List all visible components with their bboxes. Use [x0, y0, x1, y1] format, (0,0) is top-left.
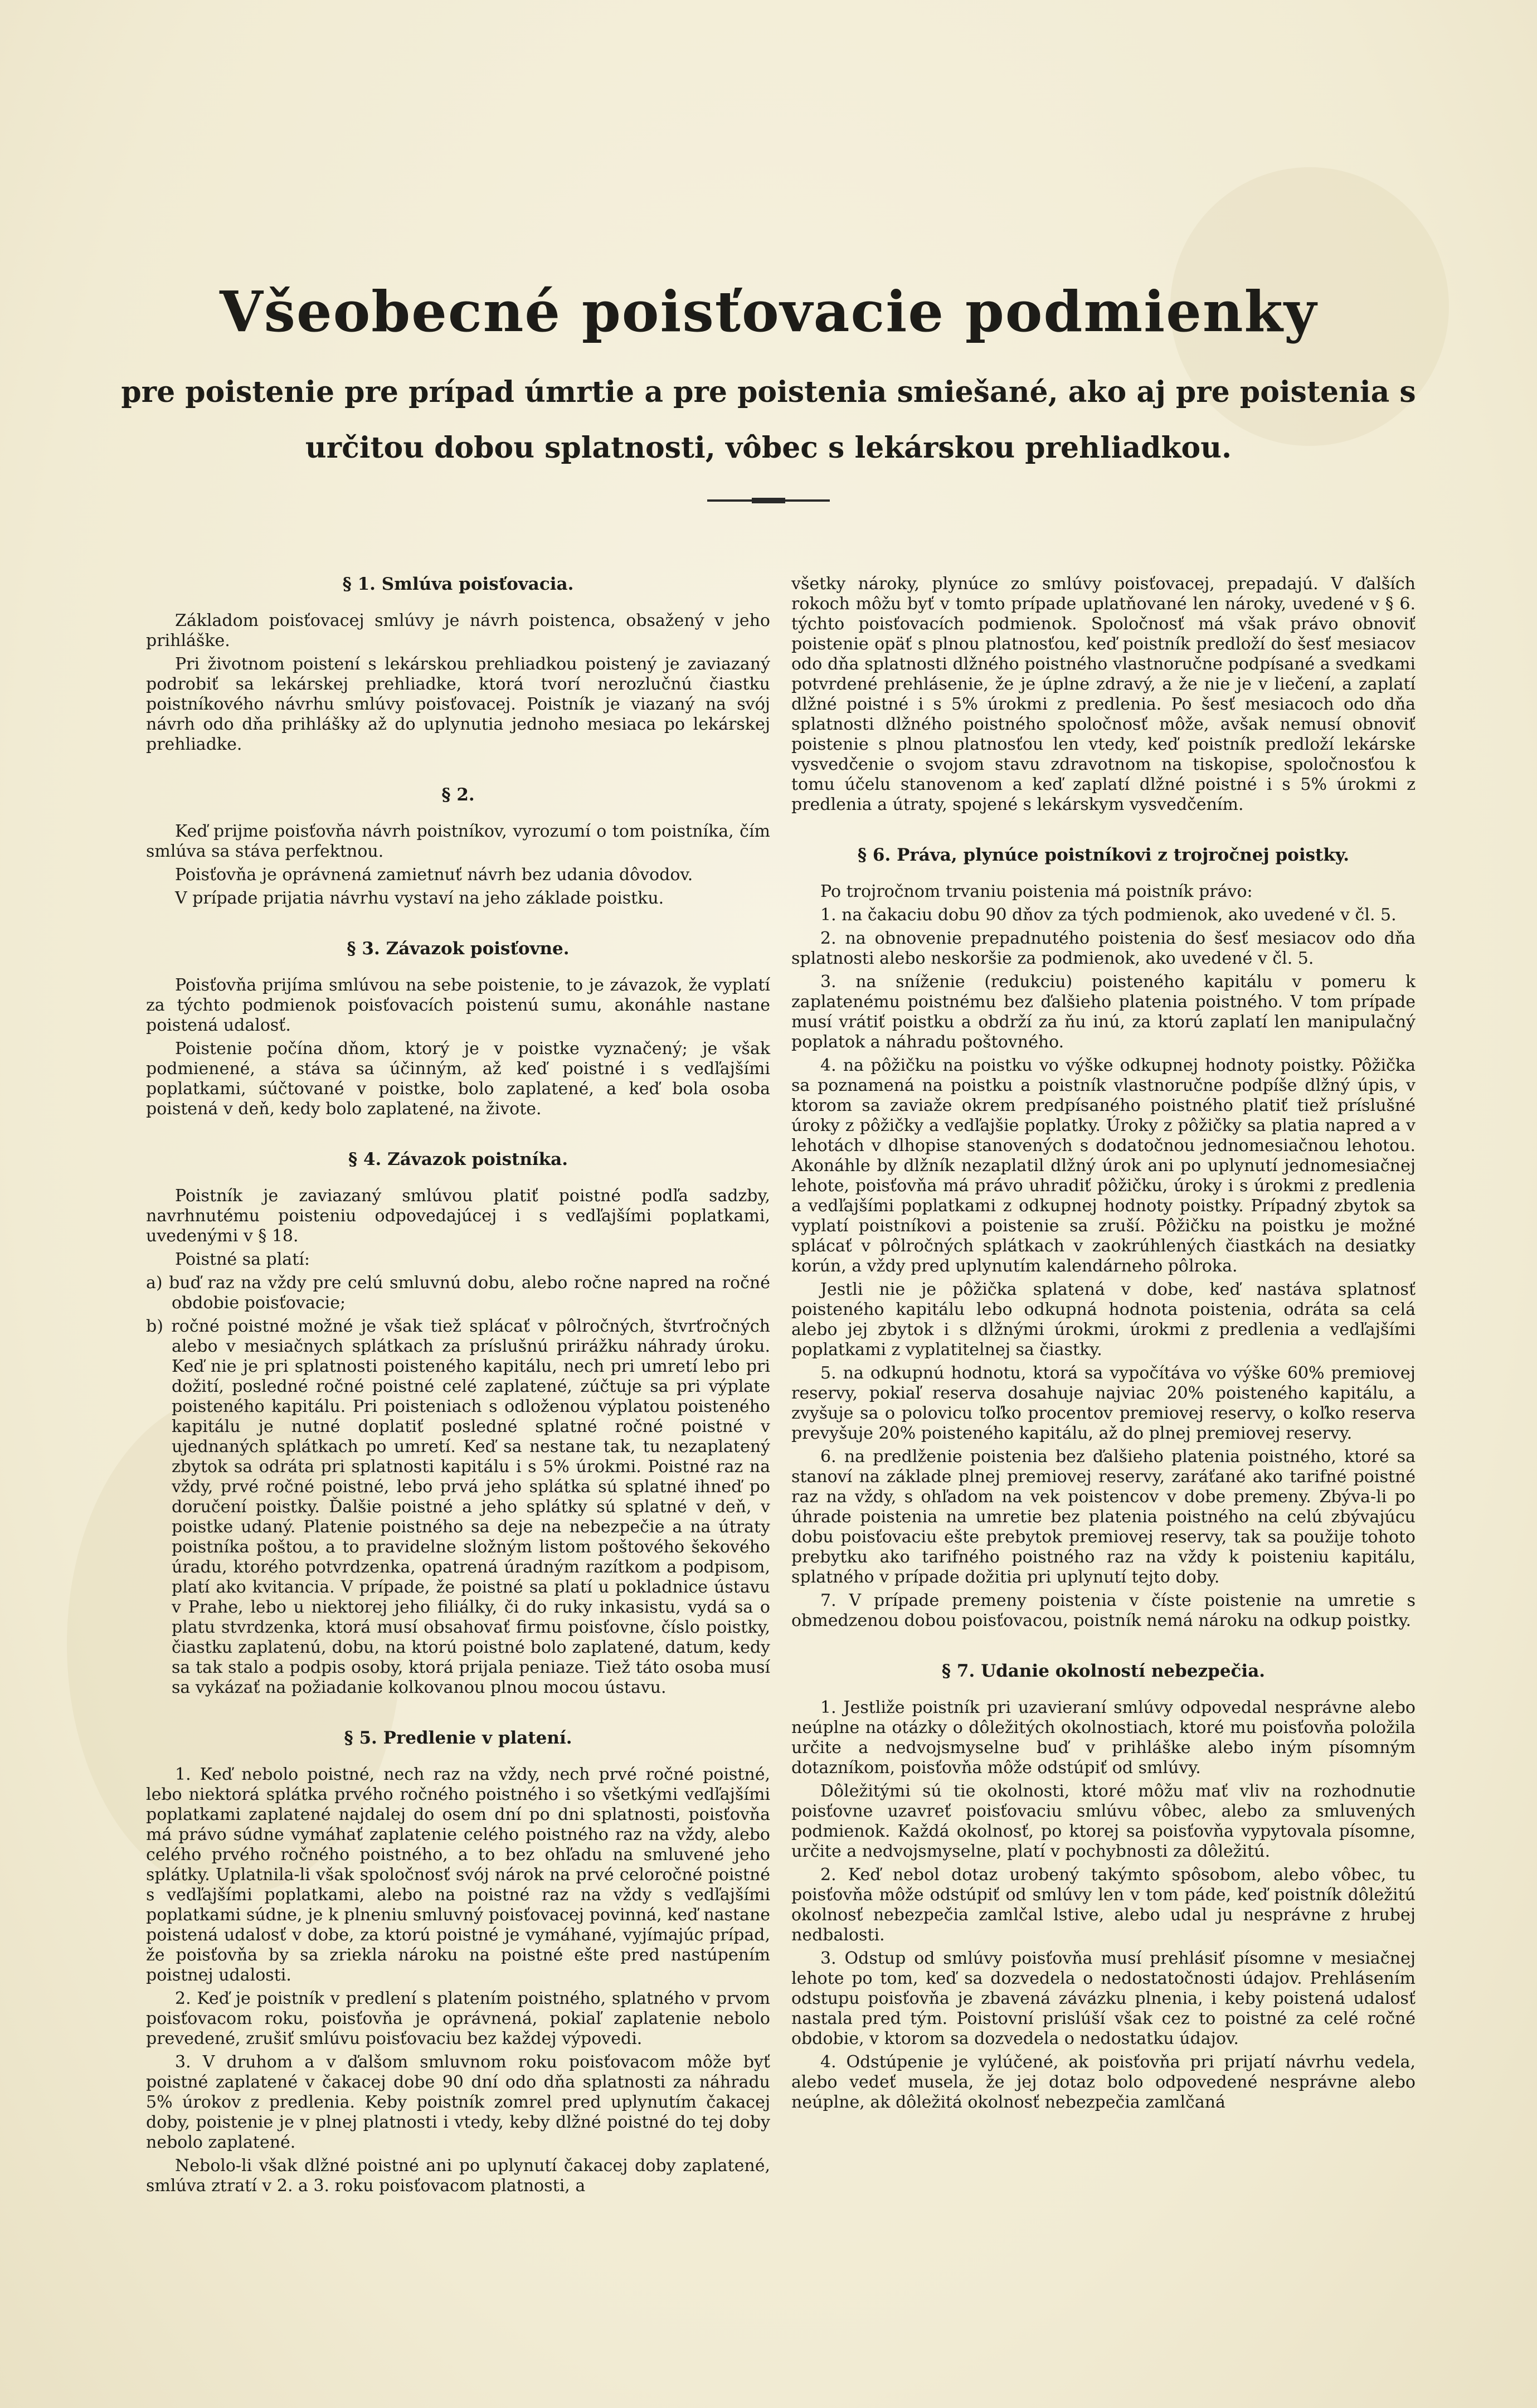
- document-header: [0, 279, 1537, 476]
- document-title: Všeobecné poisťovacie podmienky: [220, 279, 1317, 344]
- paragraph: 1. na čakaciu dobu 90 dňov za tých podmienok, ako uvedené v čl. 5.: [820, 905, 1397, 925]
- paragraph: 5. na odkupnú hodnotu, ktorá sa vypočítáva vo výške 60% premiovej reservy, pokiaľ reserva dosahuje najviac 20% poisteného kapitálu, a zvyšuje sa o polovicu toľko procentov premiovej reservy, o koľko reserva prevyšuje 20% poisteného kapitálu, až do plnej premiovej reservy.: [791, 1363, 1416, 1443]
- paragraph: Základom poisťovacej smlúvy je návrh poistenca, obsažený v jeho prihláške.: [146, 611, 770, 650]
- paragraph: 1. Jestliže poistník pri uzavieraní smlúvy odpovedal nesprávne alebo neúplne na otázky o dôležitých okolnostiach, ktoré mu poisťovňa položila určite a nedvojsmyselne buď v prihláške alebo iným písomným dotazníkom, poisťovňa môže odstúpiť od smlúvy.: [791, 1698, 1416, 1778]
- paragraph: 3. V druhom a v ďalšom smluvnom roku poisťovacom môže byť poistné zaplatené v čakacej dobe 90 dní odo dňa splatnosti za náhradu 5% úrokov z predlenia. Keby poistník zomrel pred uplynutím čakacej doby, poistenie je v plnej platnosti i vtedy, keby dlžné poistné do tej doby nebolo zaplatené.: [146, 2052, 770, 2152]
- paragraph: 6. na predlženie poistenia bez ďalšieho platenia poistného, ktoré sa stanoví na základe plnej premiovej reservy, zaráťané ako tarifné poistné raz na vždy, s ohľadom na vek poistencov v dobe premeny. Zbýva-li po úhrade poistenia na umretie bez platenia poistného na celú zbývajúcu dobu poisťovaciu ešte prebytok premiovej reservy, tak sa použije tohoto prebytku ako tarifného poistného raz na vždy k poisteniu kapitálu, splatného v prípade dožitia pri uplynutí tejto doby.: [791, 1447, 1416, 1587]
- paragraph: V prípade prijatia návrhu vystaví na jeho základe poistku.: [175, 889, 664, 908]
- paragraph: Poistné sa platí:: [175, 1250, 310, 1269]
- section-heading: § 1. Smlúva poisťovacia.: [342, 574, 574, 594]
- paragraph: Keď prijme poisťovňa návrh poistníkov, vyrozumí o tom poistníka, čím smlúva sa stáva perfektnou.: [146, 822, 770, 861]
- document-subtitle: pre poistenie pre prípad úmrtie a pre poistenia smiešané, ako aj pre poistenia s určitou dobou splatnosti, vôbec s lekárskou prehliadkou.: [121, 375, 1416, 465]
- paragraph: Jestli nie je pôžička splatená v dobe, keď nastáva splatnosť poisteného kapitálu lebo odkupná hodnota poistenia, odráta sa celá alebo jej zbytok i s dlžnými úrokmi, úrokmi z predlenia a vedľajšími poplatkami z vyplatitelnej sa čiastky.: [791, 1280, 1416, 1360]
- paragraph: 7. V prípade premeny poistenia v číste poistenie na umretie s obmedzenou dobou poisťovacou, poistník nemá nároku na odkup poistky.: [791, 1591, 1416, 1630]
- paragraph: Poisťovňa prijíma smlúvou na sebe poistenie, to je závazok, že vyplatí za týchto podmienok poisťovacích poistenú sumu, akonáhle nastane poistená udalosť.: [146, 975, 770, 1035]
- paragraph: Pri životnom poistení s lekárskou prehliadkou poistený je zaviazaný podrobiť sa lekárskej prehliadke, ktorá tvorí nerozlučnú čiastku poistníkového návrhu smlúvy poisťovacej. Poistník je viazaný na svój návrh odo dňa prihlášky až do uplynutia jednoho mesiaca po lekárskej prehliadke.: [146, 654, 770, 754]
- paragraph: a) buď raz na vždy pre celú smluvnú dobu, alebo ročne napred na ročné obdobie poisťovacie;: [146, 1273, 770, 1313]
- paragraph: 4. Odstúpenie je vylúčené, ak poisťovňa pri prijatí návrhu vedela, alebo vedeť musela, že jej dotaz bolo odpovedené nesprávne alebo neúplne, ak dôležitá okolnosť nebezpečia zamlčaná: [791, 2052, 1416, 2112]
- paragraph: Nebolo-li však dlžné poistné ani po uplynutí čakacej doby zaplatené, smlúva ztratí v 2. a 3. roku poisťovacom platnosti, a: [146, 2156, 770, 2196]
- paragraph: Po trojročnom trvaniu poistenia má poistník právo:: [820, 882, 1253, 901]
- left-column: [146, 574, 770, 2200]
- paragraph: Poistník je zaviazaný smlúvou platiť poistné podľa sadzby, navrhnutému poisteniu odpovedajúcej i s vedľajšími poplatkami, uvedenými v § 18.: [146, 1186, 770, 1246]
- paragraph: všetky nároky, plynúce zo smlúvy poisťovacej, prepadajú. V ďalších rokoch môžu byť v tomto prípade uplatňované len nároky, uvedené v § 6. týchto poisťovacích podmienok. Spoločnosť má však právo obnoviť poistenie opäť s plnou platnosťou, keď poistník predloží do šesť mesiacov odo dňa splatnosti dlžného poistného vlastnoručne podpísané a svedkami potvrdené prehlásenie, že je úplne zdravý, a že nie je v liečení, a zaplatí dlžné poistné i s 5% úrokmi z predlenia. Po šesť mesiacoch odo dňa splatnosti dlžného poistného spoločnosť môže, avšak nemusí obnoviť poistenie s plnou platnosťou len vtedy, keď poistník predloží lekárske vysvedčenie o svojom stavu zdravotnom na tiskopise, spoločnosťou k tomu účelu stanovenom a keď zaplatí dlžné poistné i s 5% úrokmi z predlenia a útraty, spojené s lekárskym vysvedčením.: [791, 574, 1416, 814]
- section-heading: § 6. Práva, plynúce poistníkovi z trojročnej poistky.: [857, 845, 1350, 865]
- paragraph: Poistenie počína dňom, ktorý je v poistke vyznačený; je však podmienené, a stáva sa účinným, až keď poistné i s vedľajšími poplatkami, súčtované v poistke, bolo zaplatené, a keď bola osoba poistená v deň, kedy bolo zaplatené, na živote.: [146, 1039, 770, 1119]
- section-heading: § 2.: [441, 785, 475, 805]
- paragraph: 1. Keď nebolo poistné, nech raz na vždy, nech prvé ročné poistné, lebo niektorá splátka prvého ročného poistného i so všetkými vedľajšími poplatkami zaplatené najdalej do osem dní po dni splatnosti, poisťovňa má právo súdne vymáhať zaplatenie celého poistného raz na vždy, alebo celého prvého ročného poistného, a to bez ohľadu na smluvené jeho splátky. Uplatnila-li však spoločnosť svój nárok na prvé celoročné poistné s vedľajšími poplatkami, alebo na poistné raz na vždy s vedľajšími poplatkami súdne, je k plneniu smluvný poisťovacej povinná, keď nastane poistená udalosť v dobe, za ktorú poistné je vymáhané, vyjímajúc prípad, že poisťovňa by sa zriekla nároku na poistné ešte pred nastúpením poistnej udalosti.: [146, 1765, 770, 1985]
- paragraph: 4. na pôžičku na poistku vo výške odkupnej hodnoty poistky. Pôžička sa poznamená na poistku a poistník vlastnoručne podpíše dlžný úpis, v ktorom sa zaviaže okrem predpísaného poistného platiť tiež príslušné úroky z pôžičky a vedľajšie poplatky. Úroky z pôžičky sa platia napred a v lehotách v dlhopise stanovených s dodatočnou jednomesiačnou lehotou. Akonáhle by dlžník nezaplatil dlžný úrok ani po uplynutí jednomesiačnej lehote, poisťovňa má právo uhradiť pôžičku, úroky i s úrokmi z predlenia a vedľajšími poplatkami z odkupnej hodnoty poistky. Prípadný zbytok sa vyplatí poistníkovi a poistenie sa zruší. Pôžičku na poistku je možné splácať v pôlročných splátkach v zaokrúhlených čiastkách na desiatky korún, a vždy pred uplynutím kalendárneho pôlroka.: [791, 1056, 1416, 1276]
- section-heading: § 4. Závazok poistníka.: [348, 1149, 568, 1169]
- paragraph: 3. na sníženie (redukciu) poisteného kapitálu v pomeru k zaplatenému poistnému bez ďalšieho platenia poistného. V tom prípade musí vrátiť poistku a obdrží za ňu inú, za ktorú zaplatí len manipulačný poplatok a náhradu poštovného.: [791, 972, 1416, 1052]
- paragraph: b) ročné poistné možné je však tiež splácať v pôlročných, štvrťročných alebo v mesiačnych splátkach za príslušnú prirážku náhrady úroku. Keď nie je pri splatnosti poisteného kapitálu, nech pri umretí lebo pri dožití, posledné ročné poistné celé zaplatené, zúčtuje sa pri výplate poisteného kapitálu. Pri poisteniach s odloženou výplatou poisteného kapitálu je nutné doplatiť posledné splatné ročné poistné v ujednaných splátkach po umretí. Keď sa nestane tak, tu nezaplatený zbytok sa odráta pri splatnosti kapitálu i s 5% úrokmi. Poistné raz na vždy, prvé ročné poistné, lebo prvá jeho splátka sú splatné ihneď po doručení poistky. Ďalšie poistné a jeho splátky sú splatné v deň, v poistke udaný. Platenie poistného sa deje na nebezpečie a na útraty poistníka poštou, a to pravidelne složným listom poštového šekového úradu, ktorého potvrdzenka, opatrená úradným razítkom a podpisom, platí ako kvitancia. V prípade, že poistné sa platí u pokladnice ústavu v Prahe, lebo u niektorej jeho filiálky, či do ruky inkasistu, vydá sa o platu stvrdzenka, ktorá musí obsahovať firmu poisťovne, číslo poistky, čiastku zaplatenú, dobu, na ktorú poistné bolo zaplatené, datum, kedy sa tak stalo a podpis osoby, ktorá prijala peniaze. Tiež táto osoba musí sa vykázať na požiadanie kolkovanou plnou mocou ústavu.: [146, 1317, 770, 1697]
- paragraph: 2. na obnovenie prepadnutého poistenia do šesť mesiacov odo dňa splatnosti alebo neskoršie za podmienok, ako uvedené v čl. 5.: [791, 929, 1416, 968]
- paragraph: Poisťovňa je oprávnená zamietnuť návrh bez udania dôvodov.: [175, 865, 693, 885]
- paragraph: Dôležitými sú tie okolnosti, ktoré môžu mať vliv na rozhodnutie poisťovne uzavreť poisťovaciu smlúvu vôbec, alebo za smluvených podmienok. Každá okolnosť, po ktorej sa poisťovňa vypytovala písomne, určite a nedvojsmyselne, platí v pochybnosti za dôležitú.: [791, 1781, 1416, 1861]
- paragraph: 2. Keď nebol dotaz urobený takýmto spôsobom, alebo vôbec, tu poisťovňa môže odstúpiť od smlúvy len v tom páde, keď poistník dôležitú okolnosť nebezpečia zamlčal lstive, alebo udal ju nesprávne z hrubej nedbalosti.: [791, 1865, 1416, 1945]
- paragraph: 3. Odstup od smlúvy poisťovňa musí prehlásiť písomne v mesiačnej lehote po tom, keď sa dozvedela o nedostatočnosti údajov. Prehlásením odstupu poisťovňa je zbavená závázku plnenia, i keby poistená udalosť nastala pred tým. Poistovní prislúší však cez to poistné za celé ročné obdobie, v ktorom sa dozvedela o nedostatku údajov.: [791, 1949, 1416, 2048]
- right-column: [791, 574, 1416, 2116]
- title-divider: [707, 499, 830, 502]
- section-heading: § 5. Predlenie v platení.: [344, 1728, 572, 1748]
- paragraph: 2. Keď je poistník v predlení s platením poistného, splatného v prvom poisťovacom roku, poisťovňa je oprávnená, pokiaľ zaplatenie nebolo prevedené, zrušiť smlúvu poisťovaciu bez každej výpovedi.: [146, 1989, 770, 2048]
- section-heading: § 3. Závazok poisťovne.: [347, 939, 570, 959]
- section-heading: § 7. Udanie okolností nebezpečia.: [941, 1661, 1266, 1681]
